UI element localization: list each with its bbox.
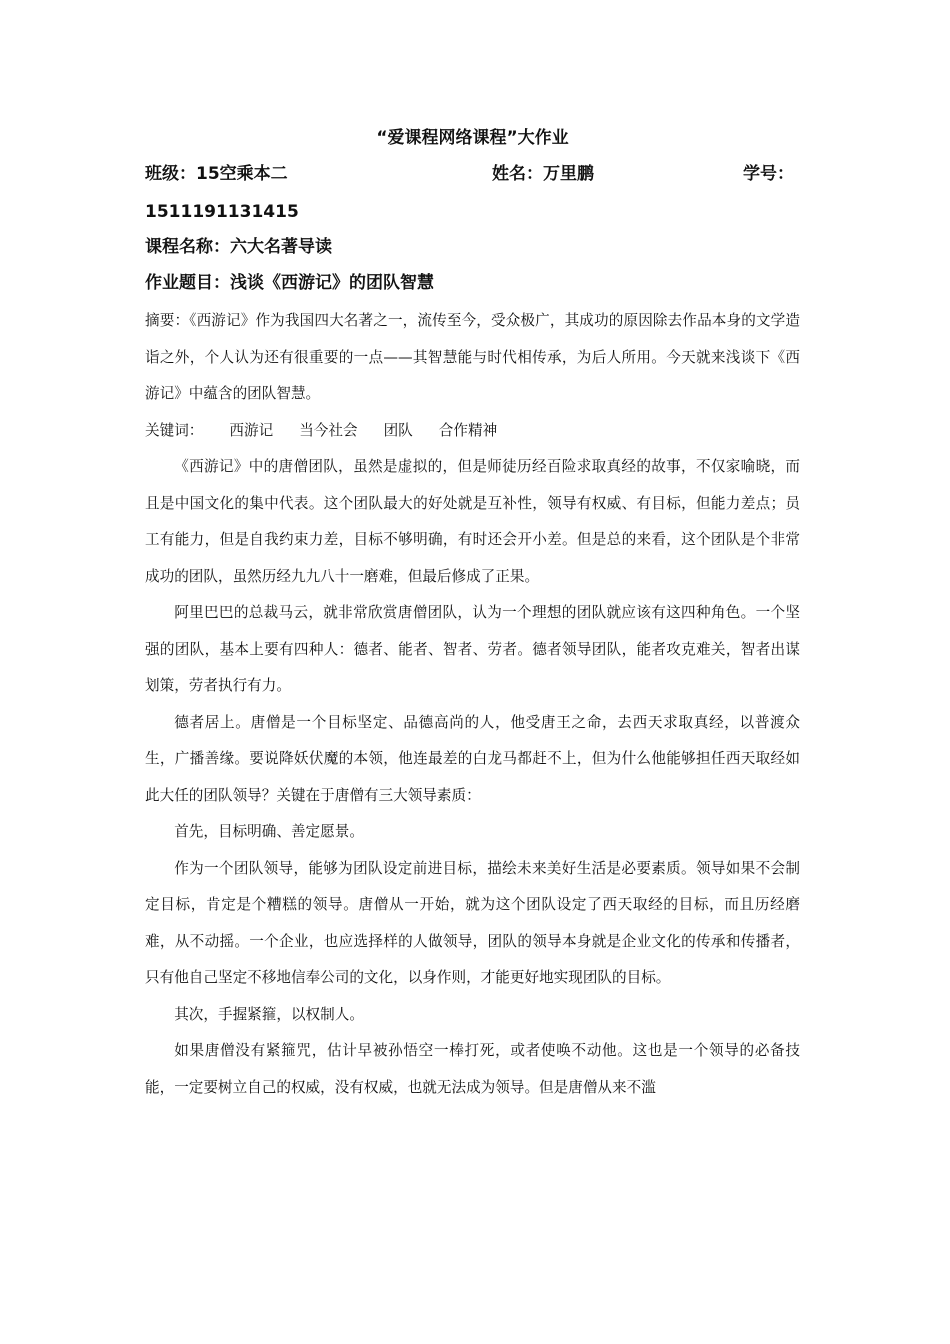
body-paragraph: 《西游记》中的唐僧团队，虽然是虚拟的，但是师徒历经百险求取真经的故事，不仅家喻晓，而且是中国文化的集中代表。这个团队最大的好处就是互补性，领导有权威、有目标，但能力差点；员工有能力，但是自我约束力差，目标不够明确，有时还会开小差。但是总的来看，这个团队是个非常成功的团队，虽然历经九九八十一磨难，但最后修成了正果。 (145, 458, 800, 585)
keyword-item: 合作精神 (438, 421, 498, 439)
body-paragraph: 如果唐僧没有紧箍咒，估计早被孙悟空一棒打死，或者使唤不动他。这也是一个领导的必备技能，一定要树立自己的权威，没有权威，也就无法成为领导。但是唐僧从来不滥 (145, 1042, 800, 1096)
body-paragraph: 其次，手握紧箍，以权制人。 (174, 1005, 364, 1023)
name-field: 姓名：万里鹏 (492, 164, 594, 184)
student-id-value: 1511191131415 (145, 202, 299, 222)
body-text (145, 303, 800, 1106)
body-paragraph: 作为一个团队领导，能够为团队设定前进目标，描绘未来美好生活是必要素质。领导如果不会制定目标，肯定是个糟糕的领导。唐僧从一开始，就为这个团队设定了西天取经的目标，而且历经磨难，从不动摇。一个企业，也应选择样的人做领导，团队的领导本身就是企业文化的传承和传播者，只有他自己坚定不移地信奉公司的文化，以身作则，才能更好地实现团队的目标。 (145, 859, 800, 986)
assignment-title: “爱课程网络课程”大作业 (376, 128, 569, 148)
abstract-paragraph: 摘要：《西游记》作为我国四大名著之一，流传至今，受众极广，其成功的原因除去作品本身的文学造诣之外，个人认为还有很重要的一点——其智慧能与时代相传承，为后人所用。今天就来浅谈下《西游记》中蕴含的团队智慧。 (145, 312, 800, 402)
body-paragraph: 德者居上。唐僧是一个目标坚定、品德高尚的人，他受唐王之命，去西天求取真经，以普渡众生，广播善缘。要说降妖伏魔的本领，他连最差的白龙马都赶不上，但为什么他能够担任西天取经如此大任的团队领导？关键在于唐僧有三大领导素质： (145, 713, 800, 804)
course-name: 课程名称：六大名著导读 (145, 237, 332, 257)
keyword-item: 团队 (383, 421, 413, 439)
keyword-item: 当今社会 (299, 421, 358, 439)
assignment-topic: 作业题目：浅谈《西游记》的团队智慧 (145, 273, 434, 293)
body-paragraph: 阿里巴巴的总裁马云，就非常欣赏唐僧团队，认为一个理想的团队就应该有这四种角色。一个坚强的团队，基本上要有四种人：德者、能者、智者、劳者。德者领导团队，能者攻克难关，智者出谋划策，劳者执行有力。 (145, 604, 800, 694)
body-paragraph: 首先，目标明确、善定愿景。 (174, 823, 364, 840)
keywords-line (145, 413, 800, 450)
keyword-item: 西游记 (229, 421, 274, 439)
student-id-label: 学号： (743, 164, 794, 184)
class-field: 班级：15空乘本二 (145, 164, 288, 184)
keywords-label: 关键词： (145, 421, 204, 439)
